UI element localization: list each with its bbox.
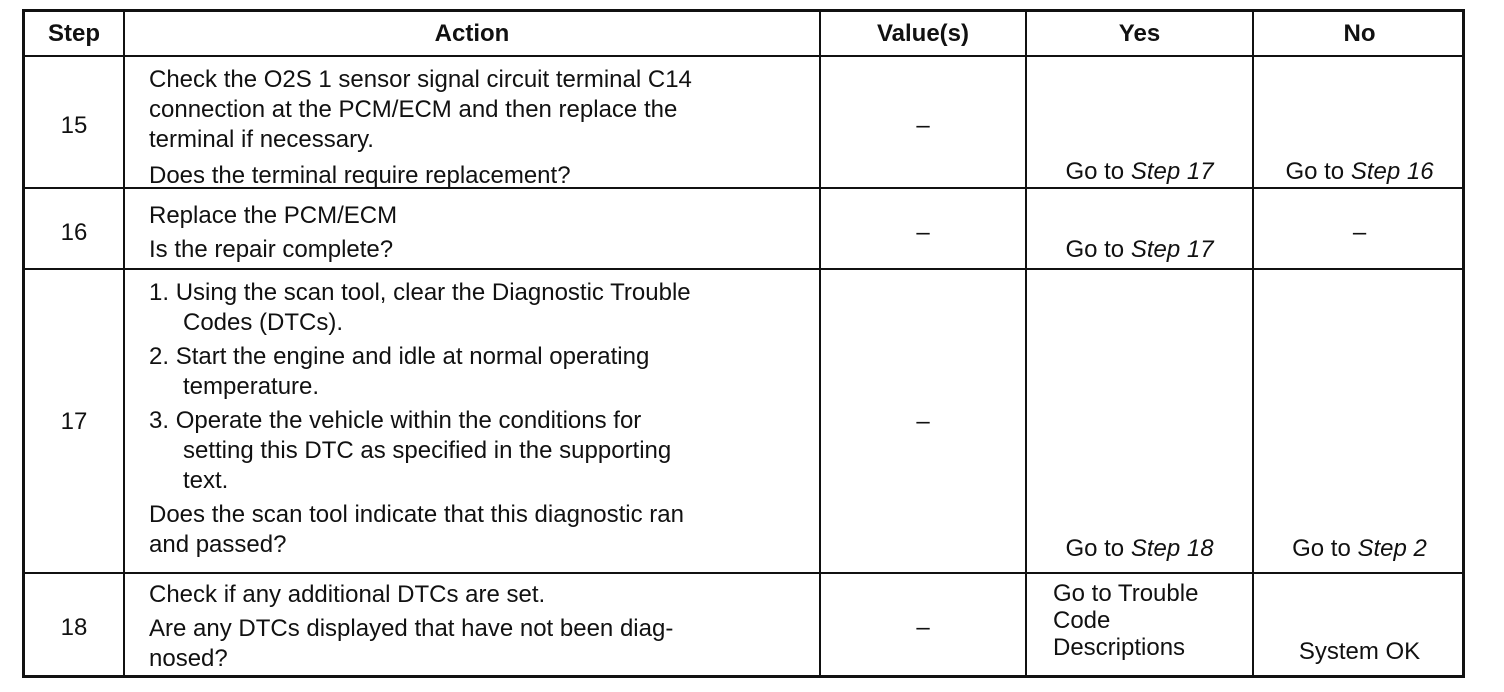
no-step-link: Step 16 — [1350, 158, 1434, 185]
action-question: nosed? — [149, 645, 228, 672]
column-divider — [1025, 12, 1027, 675]
action-question: Does the scan tool indicate that this diagnostic ran — [149, 501, 684, 528]
value-cell: – — [916, 219, 930, 246]
list-line: text. — [183, 467, 229, 494]
action-line: connection at the PCM/ECM and then replace the — [149, 96, 678, 123]
list-number: 2. — [149, 343, 170, 370]
list-item — [149, 342, 691, 372]
header-no: No — [1343, 20, 1376, 47]
value-cell: – — [916, 112, 930, 139]
action-text — [149, 580, 673, 674]
yes-step-link: Step 17 — [1130, 158, 1214, 185]
no-cell — [1254, 157, 1465, 187]
yes-cell — [1027, 235, 1252, 265]
row-divider — [25, 268, 1462, 270]
yes-prefix: Go to — [1065, 236, 1131, 263]
action-text — [149, 65, 692, 191]
no-cell — [1254, 534, 1465, 564]
list-number: 3. — [149, 407, 170, 434]
yes-line: Descriptions — [1053, 634, 1186, 661]
step-number: 15 — [60, 112, 88, 139]
action-text — [149, 201, 397, 265]
diagnostic-table — [22, 9, 1465, 678]
action-question: Does the terminal require replacement? — [149, 162, 571, 189]
column-divider — [123, 12, 125, 675]
yes-line: Code — [1053, 607, 1111, 634]
no-prefix: Go to — [1292, 535, 1358, 562]
list-item — [149, 406, 691, 436]
header-yes: Yes — [1118, 20, 1161, 47]
action-line: Check the O2S 1 sensor signal circuit terminal C14 — [149, 66, 692, 93]
action-question: Are any DTCs displayed that have not been diag- — [149, 615, 674, 642]
step-number: 18 — [60, 614, 88, 641]
no-cell: System OK — [1298, 638, 1421, 665]
action-line: Check if any additional DTCs are set. — [149, 581, 546, 608]
row-divider — [25, 55, 1462, 57]
list-line: Codes (DTCs). — [183, 309, 344, 336]
list-line: Using the scan tool, clear the Diagnostic Trouble — [175, 279, 691, 306]
value-cell: – — [916, 614, 930, 641]
header-values: Value(s) — [876, 20, 970, 47]
no-prefix: Go to — [1285, 158, 1351, 185]
row-divider — [25, 572, 1462, 574]
header-action: Action — [434, 20, 510, 47]
yes-prefix: Go to — [1065, 158, 1131, 185]
no-cell: – — [1352, 219, 1367, 246]
yes-cell — [1027, 534, 1252, 564]
yes-cell — [1053, 580, 1198, 661]
step-number: 17 — [60, 408, 88, 435]
action-question: and passed? — [149, 531, 287, 558]
column-divider — [1252, 12, 1254, 675]
list-line: Operate the vehicle within the conditions for — [175, 407, 642, 434]
action-question: Is the repair complete? — [149, 236, 394, 263]
list-item — [149, 278, 691, 308]
no-step-link: Step 2 — [1357, 535, 1427, 562]
list-line: temperature. — [183, 373, 320, 400]
yes-cell — [1027, 157, 1252, 187]
action-line: Replace the PCM/ECM — [149, 202, 398, 229]
yes-step-link: Step 17 — [1130, 236, 1214, 263]
header-step: Step — [47, 20, 100, 47]
step-number: 16 — [60, 219, 88, 246]
list-number: 1. — [149, 279, 170, 306]
yes-prefix: Go to — [1065, 535, 1131, 562]
action-line: terminal if necessary. — [149, 126, 374, 153]
list-line: setting this DTC as specified in the supporting — [183, 437, 672, 464]
list-line: Start the engine and idle at normal operating — [175, 343, 650, 370]
value-cell: – — [916, 408, 930, 435]
yes-line: Go to Trouble — [1053, 580, 1199, 607]
action-text — [149, 278, 691, 560]
yes-step-link: Step 18 — [1130, 535, 1214, 562]
